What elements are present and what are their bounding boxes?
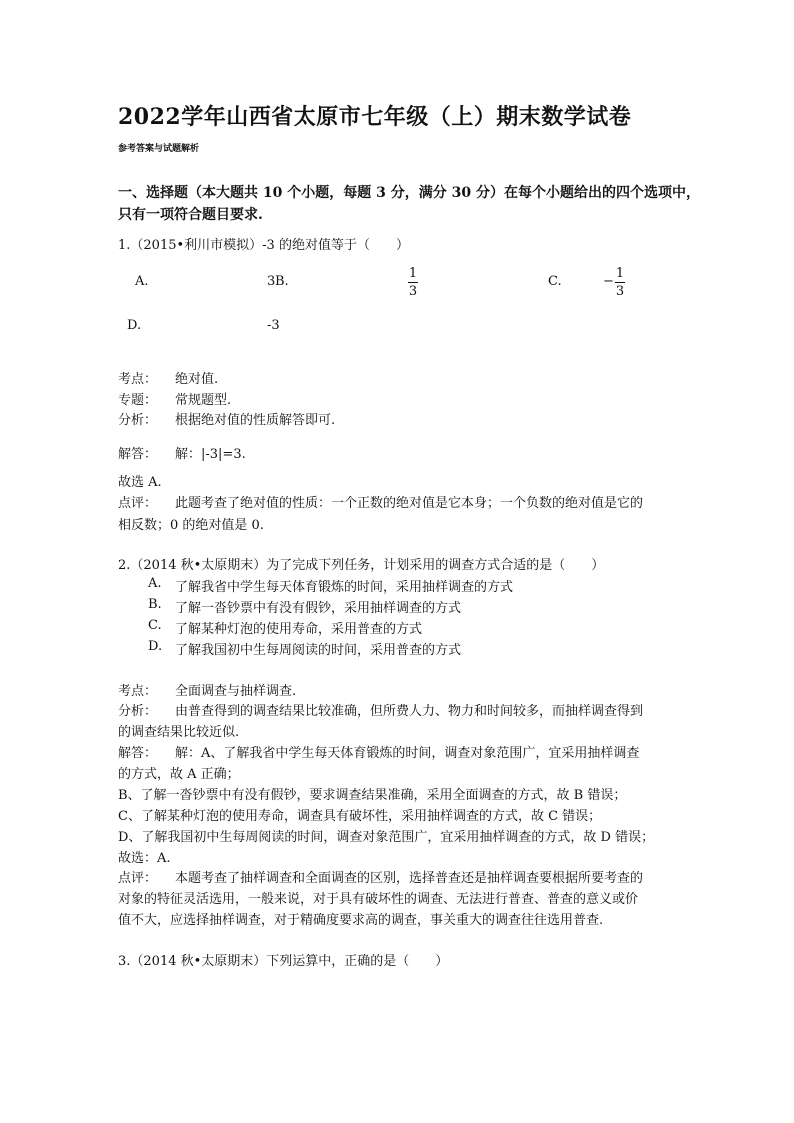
zhuanti-label: 专题： (118, 393, 158, 408)
page-subtitle: 参考答案与试题解析 (118, 144, 200, 154)
option-d-label: D. (127, 318, 142, 333)
kaodian-label: 考点： (118, 372, 158, 387)
option-d-label: D. (148, 639, 163, 654)
option-c-label: C. (148, 618, 162, 633)
jieda-text-1: 解：A、了解我省中学生每天体育锻炼的时间，调查对象范围广，宜采用抽样调查 (175, 746, 640, 761)
dianping-text-3: 值不大，应选择抽样调查，对于精确度要求高的调查，事关重大的调查往往选用普查. (118, 913, 604, 928)
dianping-label: 点评： (118, 871, 158, 886)
fenxi-label: 分析： (118, 704, 158, 719)
fenxi-text-2: 的调查结果比较近似. (118, 725, 240, 740)
fraction-denominator: 3 (408, 284, 418, 299)
section-heading-line2: 只有一项符合题目要求. (118, 207, 263, 223)
jieda-text: 解：|-3|=3. (175, 447, 246, 462)
question-stem: 3.（2014 秋•太原期末）下列运算中，正确的是（ ） (118, 954, 449, 969)
jieda-text-3: B、了解一沓钞票中有没有假钞，要求调查结果准确，采用全面调查的方式，故 B 错误； (118, 788, 627, 803)
dianping-text-2: 相反数；0 的绝对值是 0. (118, 518, 264, 533)
fenxi-text: 根据绝对值的性质解答即可. (175, 413, 336, 428)
fraction-numerator: 1 (615, 266, 625, 281)
kaodian-text: 绝对值. (175, 372, 219, 387)
fraction-numerator: 1 (408, 266, 418, 281)
fenxi-label: 分析： (118, 413, 158, 428)
jieda-label: 解答： (118, 746, 158, 761)
fraction-bar (408, 282, 418, 283)
dianping-text-1: 此题考查了绝对值的性质：一个正数的绝对值是它本身；一个负数的绝对值是它的 (175, 496, 644, 511)
option-a-text: 了解我省中学生每天体育锻炼的时间，采用抽样调查的方式 (175, 580, 514, 595)
jieda-text-5: D、了解我国初中生每周阅读的时间，调查对象范围广，宜采用抽样调查的方式，故 D 错误； (118, 830, 655, 845)
option-b-label: B. (275, 274, 289, 289)
jieda-text-4: C、了解某种灯泡的使用寿命，调查具有破坏性，采用抽样调查的方式，故 C 错误； (118, 809, 602, 824)
jieda-text-2: 的方式，故 A 正确； (118, 767, 240, 782)
option-d-value: -3 (267, 318, 280, 333)
question-stem: 2.（2014 秋•太原期末）为了完成下列任务，计划采用的调查方式合适的是（ ） (118, 558, 605, 573)
jieda-label: 解答： (118, 447, 158, 462)
option-a-label: A. (135, 274, 149, 289)
fenxi-text-1: 由普查得到的调查结果比较准确，但所费人力、物力和时间较多，而抽样调查得到 (175, 704, 644, 719)
option-c-text: 了解某种灯泡的使用寿命，采用普查的方式 (175, 622, 423, 637)
option-a-label: A. (148, 576, 162, 591)
option-b-text: 了解一沓钞票中有没有假钞，采用抽样调查的方式 (175, 601, 462, 616)
section-heading-line1: 一、选择题（本大题共 10 个小题，每题 3 分，满分 30 分）在每个小题给出的四个选项中， (118, 185, 700, 201)
option-c-fraction (615, 266, 625, 299)
option-a-value: 3 (267, 274, 276, 289)
kaodian-text: 全面调查与抽样调查. (175, 684, 297, 699)
option-c-sign: − (603, 274, 614, 289)
fraction-bar (615, 282, 625, 283)
option-c-label: C. (548, 274, 562, 289)
dianping-text-1: 本题考查了抽样调查和全面调查的区别，选择普查还是抽样调查要根据所要考查的 (175, 871, 644, 886)
fraction-denominator: 3 (615, 284, 625, 299)
dianping-label: 点评： (118, 496, 158, 511)
dianping-text-2: 对象的特征灵活选用，一般来说，对于具有破坏性的调查、无法进行普查、普查的意义或价 (118, 892, 639, 907)
kaodian-label: 考点： (118, 684, 158, 699)
option-d-text: 了解我国初中生每周阅读的时间，采用普查的方式 (175, 643, 462, 658)
question-stem: 1.（2015•利川市模拟）-3 的绝对值等于（ ） (118, 238, 409, 253)
zhuanti-text: 常规题型. (175, 393, 232, 408)
page-title: 2022学年山西省太原市七年级（上）期末数学试卷 (118, 104, 632, 130)
answer-choice: 故选 A. (118, 475, 162, 490)
answer-choice: 故选：A. (118, 851, 171, 866)
option-b-fraction (408, 266, 418, 299)
option-b-label: B. (148, 597, 162, 612)
